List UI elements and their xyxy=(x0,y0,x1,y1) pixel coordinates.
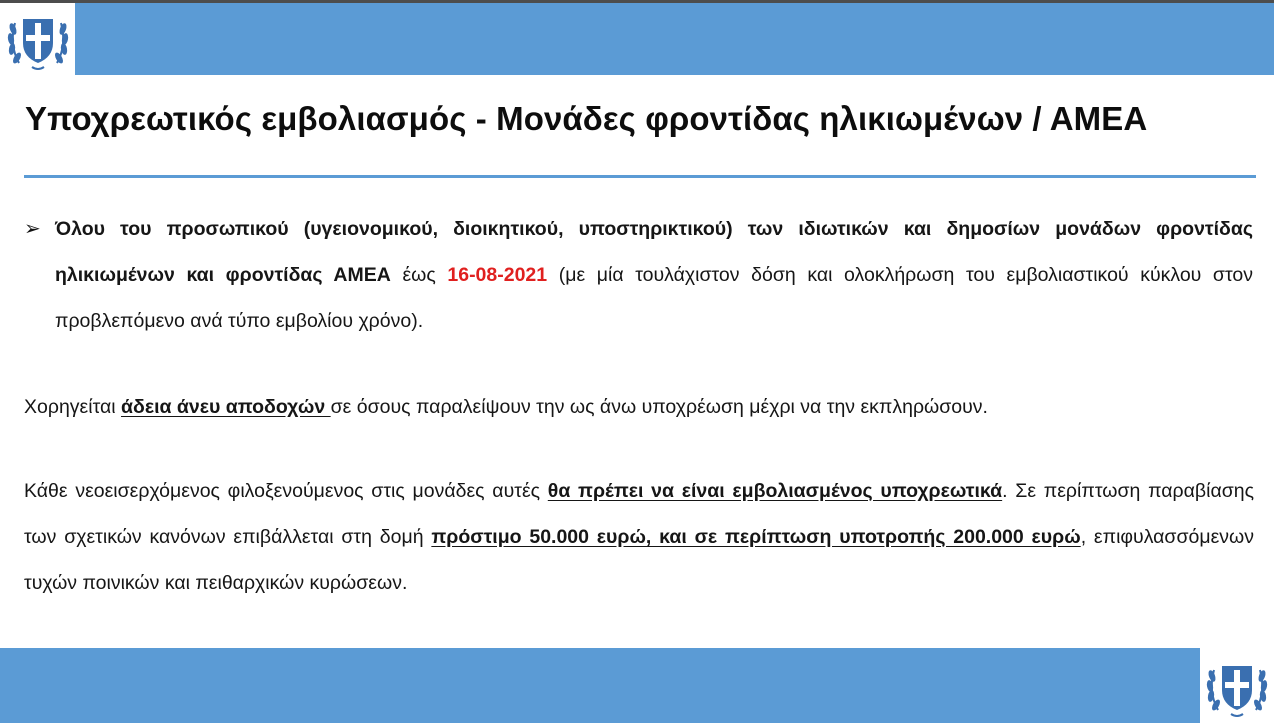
penalty-paragraph xyxy=(24,468,1254,606)
p2-before: Χορηγείται xyxy=(24,396,122,418)
header-band xyxy=(0,3,1274,75)
title-divider xyxy=(24,175,1256,178)
fine-emphasis: πρόστιμο 50.000 ευρώ, και σε περίπτωση υποτροπής 200.000 ευρώ xyxy=(431,526,1081,548)
unpaid-leave-paragraph xyxy=(24,384,1254,430)
unpaid-leave-emphasis: άδεια άνευ αποδοχών xyxy=(121,396,331,418)
p3-after: , επιφυλασσόμενων τυχών ποινικών και πειθαρχικών κυρώσεων. xyxy=(24,526,1255,594)
p3-before: Κάθε νεοεισερχόμενος φιλοξενούμενος στις μονάδες αυτές xyxy=(24,480,548,502)
p2-after: σε όσους παραλείψουν την ως άνω υποχρέωση μέχρι να την εκπληρώσουν. xyxy=(330,396,988,418)
bullet-until: έως xyxy=(390,264,448,286)
footer-band xyxy=(0,648,1274,723)
mandatory-vaccination-emphasis: θα πρέπει να είναι εμβολιασμένος υποχρεωτικά xyxy=(547,480,1003,502)
bullet-bold-lead: Όλου του προσωπικού (υγειονομικού, διοικητικού, υποστηρικτικού) των ιδιωτικών και δημοσίων μονάδων φροντίδας ηλικιωμένων και φροντίδας ΑΜΕΑ xyxy=(55,218,1253,286)
greek-coat-of-arms-icon xyxy=(0,3,75,75)
deadline-date: 16-08-2021 xyxy=(447,264,548,286)
greek-coat-of-arms-icon xyxy=(1200,648,1274,723)
bullet-arrow-icon: ➢ xyxy=(24,218,41,240)
bullet-paragraph xyxy=(55,206,1253,344)
page-title: Υποχρεωτικός εμβολιασμός - Μονάδες φροντίδας ηλικιωμένων / ΑΜΕΑ xyxy=(25,100,1148,137)
p3-middle: . Σε περίπτωση παραβίασης των σχετικών κανόνων επιβάλλεται στη δομή xyxy=(24,480,1255,548)
bullet-tail: (με μία τουλάχιστον δόση και ολοκλήρωση του εμβολιαστικού κύκλου στον προβλεπόμενο ανά τύπο εμβολίου χρόνο). xyxy=(55,264,1253,332)
